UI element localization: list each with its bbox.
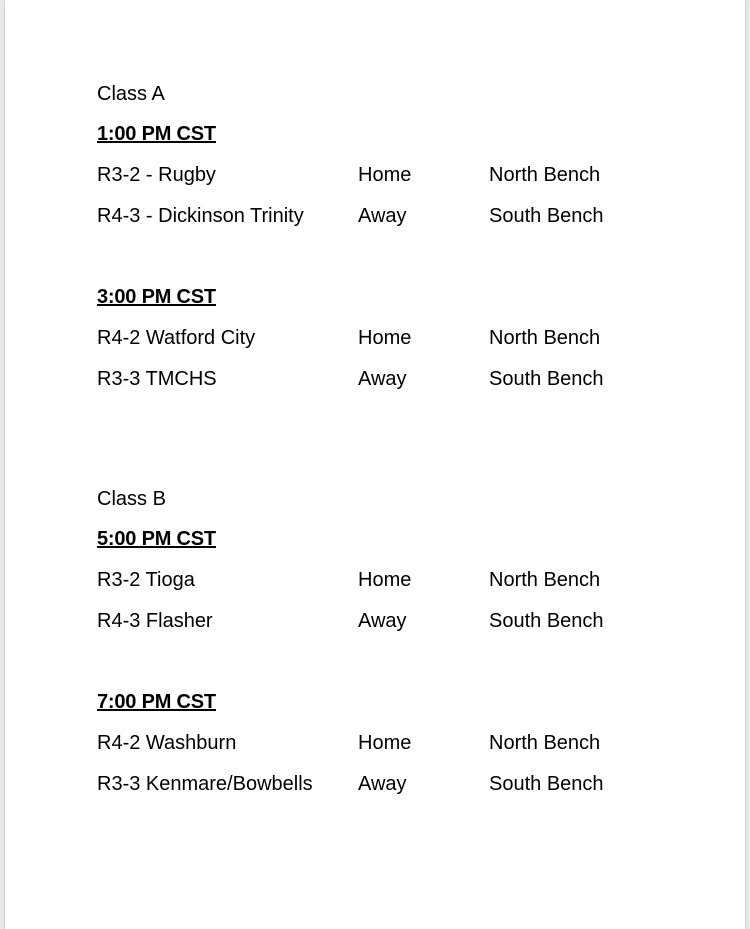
class-a-section [97,82,697,391]
time-heading: 7:00 PM CST [97,691,216,713]
document-page [5,0,745,929]
team-name: R3-2 - Rugby [97,164,216,186]
class-label: Class A [97,83,165,105]
spacer [97,228,697,268]
team-name: R3-2 Tioga [97,569,195,591]
home-away: Away [358,205,407,227]
bench: North Bench [489,732,601,754]
bench: South Bench [489,368,604,390]
team-name: R3-3 Kenmare/Bowbells [97,773,313,795]
game-row [97,609,697,633]
spacer [97,633,697,673]
time-heading: 5:00 PM CST [97,528,216,550]
team-name: R4-2 Washburn [97,732,237,754]
class-b-section [97,487,697,796]
home-away: Away [358,368,407,390]
home-away: Home [358,164,412,186]
team-name: R3-3 TMCHS [97,368,217,390]
home-away: Home [358,569,412,591]
game-row [97,204,697,228]
game-row [97,568,697,592]
time-heading: 3:00 PM CST [97,286,216,308]
team-name: R4-2 Watford City [97,327,256,349]
team-name: R4-3 - Dickinson Trinity [97,205,304,227]
game-row [97,163,697,187]
bench: North Bench [489,327,601,349]
team-name: R4-3 Flasher [97,610,213,632]
bench: South Bench [489,773,604,795]
bench: North Bench [489,569,601,591]
time-heading: 1:00 PM CST [97,123,216,145]
bench: South Bench [489,610,604,632]
bench: South Bench [489,205,604,227]
game-row [97,731,697,755]
class-label: Class B [97,488,166,510]
home-away: Away [358,773,407,795]
game-row [97,367,697,391]
bench: North Bench [489,164,601,186]
home-away: Away [358,610,407,632]
home-away: Home [358,327,412,349]
game-row [97,772,697,796]
game-row [97,326,697,350]
home-away: Home [358,732,412,754]
